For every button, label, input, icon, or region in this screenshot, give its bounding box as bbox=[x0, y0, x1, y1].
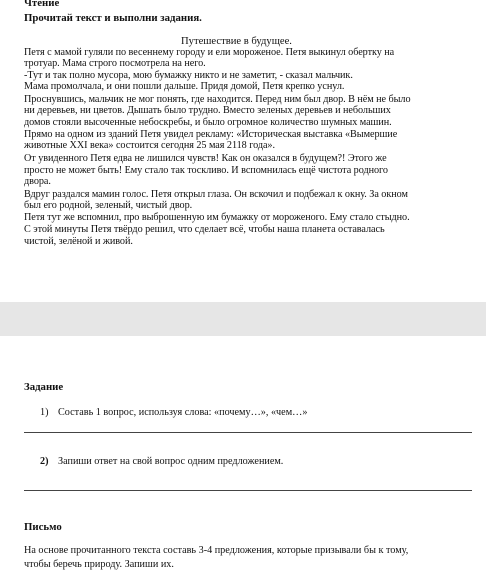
story-line: Мама промолчала, и они пошли дальше. Придя домой, Петя крепко уснул. bbox=[24, 81, 345, 92]
story-line: животные XXI века» состоится сегодня 25 мая 2118 года». bbox=[24, 140, 275, 151]
story-line: двора. bbox=[24, 176, 51, 187]
answer-line-1 bbox=[24, 432, 472, 433]
story-line: С этой минуты Петя твёрдо решил, что сделает всё, чтобы наша планета оставалась bbox=[24, 224, 385, 235]
story-line: просто не может быть! Ему стало так тоскливо. И вспомнилась ещё чистота родного bbox=[24, 165, 388, 176]
story-line: был его родной, зеленый, чистый двор. bbox=[24, 200, 193, 211]
task-1-text: Составь 1 вопрос, используя слова: «почему…», «чем…» bbox=[58, 407, 308, 418]
story-line: Вдруг раздался мамин голос. Петя открыл глаза. Он вскочил и подбежал к окну. За окном bbox=[24, 189, 408, 200]
story-title: Путешествие в будущее. bbox=[181, 36, 292, 47]
story-line: Петя тут же вспомнил, про выброшенную им бумажку от мороженого. Ему стало стыдно. bbox=[24, 212, 410, 223]
story-line: Прямо на одном из зданий Петя увидел рекламу: «Историческая выставка «Вымершие bbox=[24, 129, 398, 140]
story-line: От увиденного Петя едва не лишился чувств! Как он оказался в будущем?! Этого же bbox=[24, 153, 387, 164]
letter-heading: Письмо bbox=[24, 521, 62, 533]
story-line: домов стояли высоченные небоскребы, и было огромное количество шумных машин. bbox=[24, 117, 392, 128]
letter-instruction-line-2: чтобы беречь природу. Запиши их. bbox=[24, 559, 174, 570]
task-2-text: Запиши ответ на свой вопрос одним предложением. bbox=[58, 456, 284, 467]
worksheet-page-2 bbox=[0, 336, 486, 580]
task-1-number: 1) bbox=[40, 407, 49, 418]
task-heading: Задание bbox=[24, 381, 64, 393]
story-line: Петя с мамой гуляли по весеннему городу и ели мороженое. Петя выкинул обертку на bbox=[24, 47, 395, 58]
story-line: Проснувшись, мальчик не мог понять, где находится. Перед ним был двор. В нём не было bbox=[24, 94, 411, 105]
story-line: -Тут и так полно мусора, мою бумажку никто и не заметит, - сказал мальчик. bbox=[24, 70, 353, 81]
instruction-heading: Прочитай текст и выполни задания. bbox=[24, 12, 202, 24]
letter-instruction-line-1: На основе прочитанного текста составь 3-4 предложения, которые призывали бы к тому, bbox=[24, 545, 409, 556]
story-line: ни деревьев, ни цветов. Дышать было трудно. Вместо зеленых деревьев и небольших bbox=[24, 105, 391, 116]
section-label-reading: Чтение bbox=[24, 0, 60, 9]
task-2-number: 2) bbox=[40, 456, 49, 467]
story-line: тротуар. Мама строго посмотрела на него. bbox=[24, 58, 206, 69]
story-line: чистой, зелёной и живой. bbox=[24, 236, 133, 247]
answer-line-2 bbox=[24, 490, 472, 491]
